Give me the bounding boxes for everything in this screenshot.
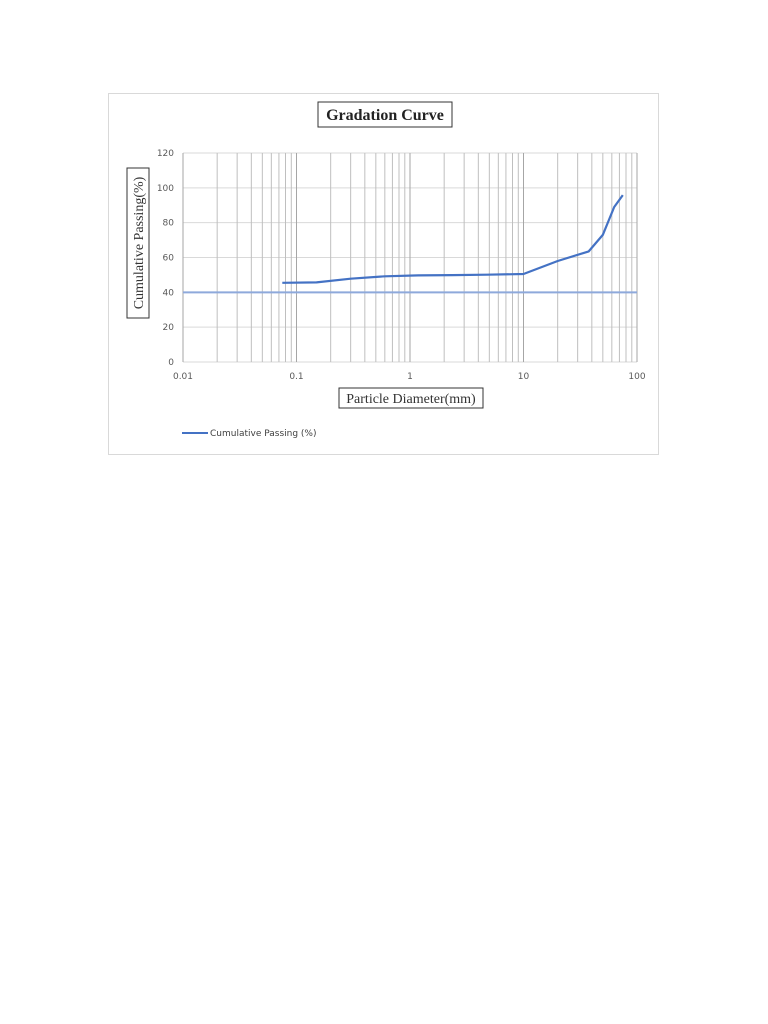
chart-frame xyxy=(108,93,659,455)
y-tick-label: 100 xyxy=(156,183,174,194)
y-axis-label-group xyxy=(127,168,149,318)
y-tick-label: 0 xyxy=(168,358,174,368)
gradation-chart xyxy=(109,94,660,456)
x-tick-label: 0.1 xyxy=(289,372,304,382)
y-tick-label: 60 xyxy=(162,253,174,264)
y-tick-label: 40 xyxy=(162,288,174,299)
x-axis-label: Particle Diameter(mm) xyxy=(346,392,476,407)
tick-label-layer xyxy=(157,149,646,382)
x-tick-label: 10 xyxy=(517,372,530,382)
y-tick-label: 80 xyxy=(162,218,174,229)
x-tick-label: 1 xyxy=(407,372,413,382)
series-line xyxy=(282,195,623,283)
y-axis-label: Cumulative Passing(%) xyxy=(132,176,147,310)
x-tick-label: 100 xyxy=(628,372,646,382)
x-tick-label: 0.01 xyxy=(172,372,194,382)
y-tick-label: 120 xyxy=(156,149,174,159)
y-tick-label: 20 xyxy=(162,323,174,334)
legend-label: Cumulative Passing (%) xyxy=(210,429,317,439)
chart-title: Gradation Curve xyxy=(326,107,444,124)
series-layer xyxy=(282,195,623,283)
